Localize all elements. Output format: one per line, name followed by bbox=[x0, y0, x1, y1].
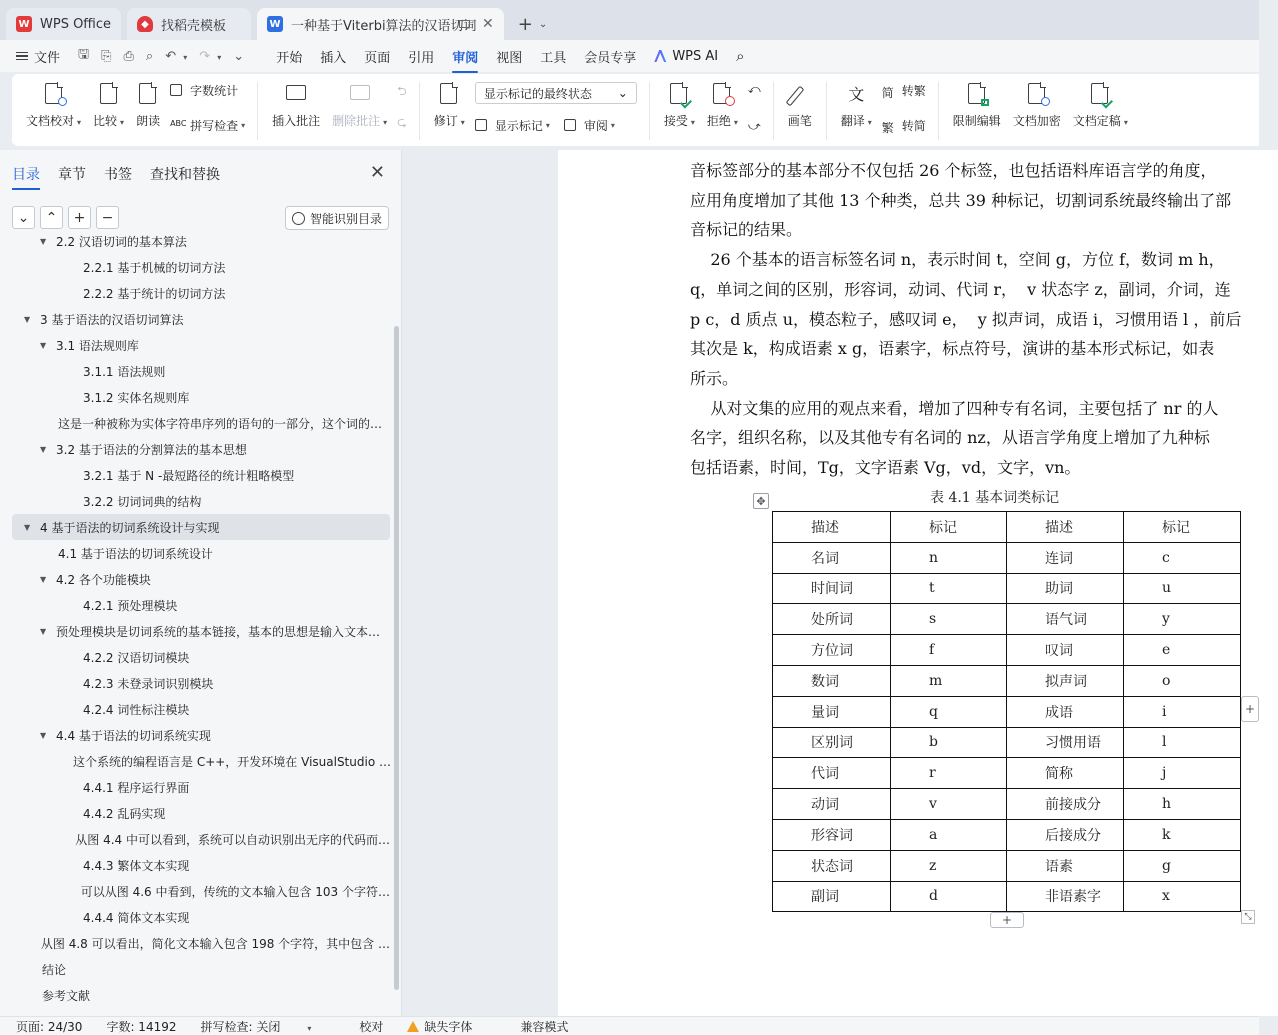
table-cell[interactable]: 代词 bbox=[773, 758, 891, 789]
table-cell[interactable]: 处所词 bbox=[773, 604, 891, 635]
markup-state-dropdown[interactable]: 显示标记的最终状态 ⌄ bbox=[475, 82, 637, 104]
toc-item-label: 3.2 基于语法的分割算法的基本思想 bbox=[56, 442, 247, 457]
toc-item[interactable] bbox=[12, 436, 390, 462]
ribbon-divider bbox=[773, 82, 774, 140]
table-move-handle-icon[interactable]: ✥ bbox=[753, 493, 769, 509]
table-cell[interactable]: 助词 bbox=[1007, 573, 1124, 604]
menu-references[interactable]: 引用 bbox=[408, 50, 435, 66]
spell-check-button[interactable]: ABC 拼写检查 ▾ bbox=[170, 118, 246, 133]
toc-item[interactable] bbox=[12, 852, 390, 878]
menu-member[interactable]: 会员专享 bbox=[584, 50, 637, 66]
markup-group bbox=[475, 82, 637, 134]
paragraph-line: 音标记的结果。 bbox=[690, 220, 803, 240]
finalize-icon bbox=[1088, 82, 1112, 106]
title-tab-bar bbox=[0, 0, 1259, 40]
table-cell[interactable]: 区别词 bbox=[773, 727, 891, 758]
count-spell-group bbox=[170, 82, 245, 134]
table-cell[interactable]: u bbox=[1124, 573, 1241, 604]
table-row bbox=[773, 881, 1241, 912]
toc-item-label: 从图 4.8 可以看出，简化文本输入包含 198 个字符，其中包含 … bbox=[40, 936, 390, 951]
pen-icon bbox=[788, 82, 812, 106]
chevron-down-icon: ⌄ bbox=[617, 86, 628, 100]
compat-mode-status: 兼容模式 bbox=[520, 1019, 569, 1034]
file-menu-label: 文件 bbox=[34, 50, 61, 66]
menu-tools[interactable]: 工具 bbox=[540, 50, 567, 66]
ribbon-divider bbox=[257, 82, 258, 140]
spell-check-status[interactable]: 拼写检查: 关闭 ▾ bbox=[200, 1019, 312, 1034]
menu-insert[interactable]: 插入 bbox=[320, 50, 347, 66]
paragraph-line: 所示。 bbox=[690, 368, 739, 388]
table-cell[interactable]: 拟声词 bbox=[1007, 665, 1124, 696]
nav-tab-bookmarks[interactable]: 书签 bbox=[104, 167, 132, 183]
page-count[interactable]: 页面: 24/30 bbox=[16, 1019, 83, 1034]
paragraph-line: 音标签部分的基本部分不仅包括 26 个标签，也包括语料库语言学的角度， bbox=[690, 161, 1217, 180]
toc-item[interactable] bbox=[12, 566, 390, 592]
table-row bbox=[773, 635, 1241, 666]
expand-triangle-icon[interactable]: ▼ bbox=[24, 314, 31, 324]
next-change-icon[interactable]: ⤻ bbox=[747, 119, 761, 133]
toc-item[interactable] bbox=[12, 358, 390, 384]
document-page[interactable] bbox=[558, 150, 1278, 1016]
toc-item[interactable] bbox=[12, 306, 390, 332]
tab-label: WPS Office bbox=[40, 16, 112, 32]
word-count-button[interactable]: 字数统计 bbox=[170, 82, 245, 99]
change-nav-group bbox=[748, 82, 761, 134]
table-row bbox=[773, 789, 1241, 820]
track-changes-icon bbox=[437, 82, 461, 106]
read-aloud-icon bbox=[136, 82, 160, 106]
comment-delete-icon bbox=[348, 82, 372, 106]
accept-icon bbox=[667, 82, 691, 106]
more-chevron-icon[interactable]: ⌄ bbox=[233, 48, 245, 64]
search-icon[interactable]: ⌕ bbox=[736, 47, 745, 65]
missing-font-status[interactable]: 缺失字体 bbox=[407, 1018, 496, 1035]
expand-triangle-icon[interactable]: ▼ bbox=[24, 522, 31, 532]
toc-item[interactable] bbox=[12, 254, 390, 280]
table-header-cell[interactable]: 标记 bbox=[891, 512, 1007, 543]
table-cell[interactable]: o bbox=[1124, 665, 1241, 696]
toc-item[interactable] bbox=[12, 332, 390, 358]
finalize-button[interactable]: 文档定稿 ▾ bbox=[1073, 82, 1128, 129]
nav-tabs bbox=[12, 164, 238, 184]
toc-item-label: 结论 bbox=[42, 962, 67, 977]
hamburger-icon bbox=[16, 50, 28, 63]
save-icon[interactable]: 🖫 bbox=[78, 47, 90, 62]
toc-item[interactable] bbox=[12, 462, 390, 488]
table-cell[interactable]: 方位词 bbox=[773, 635, 891, 666]
toc-item[interactable] bbox=[12, 280, 390, 306]
word-count[interactable]: 字数: 14192 bbox=[106, 1019, 177, 1034]
toc-item-label: 参考文献 bbox=[42, 988, 91, 1003]
table-cell[interactable]: c bbox=[1124, 542, 1241, 573]
review-ribbon bbox=[12, 74, 1259, 146]
new-tab-button[interactable] bbox=[518, 8, 547, 40]
ribbon-divider bbox=[826, 82, 827, 140]
toc-item-label: 3.1 语法规则库 bbox=[56, 338, 139, 353]
paragraph-line: p c，d 质点 u，模态粒子，感叹词 e， y 拟声词，成语 i，习惯用语 l ，前后 bbox=[690, 309, 1242, 329]
toc-item-label: 4.2.2 汉语切词模块 bbox=[83, 650, 190, 665]
table-row bbox=[773, 604, 1241, 635]
toc-item[interactable] bbox=[12, 644, 390, 670]
table-cell[interactable]: 简称 bbox=[1007, 758, 1124, 789]
toc-item-label: 从图 4.4 中可以看到，系统可以自动识别出无序的代码而… bbox=[75, 832, 390, 847]
table-cell[interactable]: n bbox=[891, 542, 1007, 573]
table-cell[interactable]: z bbox=[891, 850, 1007, 881]
add-column-icon[interactable]: + bbox=[1241, 696, 1259, 722]
table-cell[interactable]: q bbox=[891, 696, 1007, 727]
table-cell[interactable]: l bbox=[1124, 727, 1241, 758]
toc-item-label: 4.1 基于语法的切词系统设计 bbox=[58, 546, 213, 561]
table-cell[interactable]: 状态词 bbox=[773, 850, 891, 881]
table-header-cell[interactable]: 标记 bbox=[1124, 512, 1241, 543]
toc-item-label: 4.4.3 繁体文本实现 bbox=[83, 858, 190, 873]
toc-item-label: 4.2.4 词性标注模块 bbox=[83, 702, 190, 717]
ribbon-divider bbox=[938, 82, 939, 140]
table-cell[interactable]: 叹词 bbox=[1007, 635, 1124, 666]
toc-item[interactable] bbox=[12, 540, 390, 566]
toc-item-label: 预处理模块是切词系统的基本链接，基本的思想是输入文本… bbox=[56, 624, 381, 639]
toc-item-label: 4 基于语法的切词系统设计与实现 bbox=[40, 520, 220, 535]
table-cell[interactable]: 名词 bbox=[773, 542, 891, 573]
toc-toolbar bbox=[12, 206, 124, 229]
toc-item-label: 3.1.2 实体名规则库 bbox=[83, 390, 190, 405]
toc-item[interactable] bbox=[12, 228, 390, 254]
encrypt-icon bbox=[1025, 82, 1049, 106]
tab-label: 找稻壳模板 bbox=[161, 18, 227, 34]
warning-icon bbox=[407, 1021, 419, 1032]
paragraph-line: 从对文集的应用的观点来看，增加了四种专有名词，主要包括了 nr 的人 bbox=[690, 398, 1219, 418]
wps-ai-icon bbox=[654, 50, 668, 62]
table-cell[interactable]: 后接成分 bbox=[1007, 819, 1124, 850]
table-cell[interactable]: k bbox=[1124, 819, 1241, 850]
toc-item[interactable] bbox=[12, 956, 390, 982]
toc-item[interactable] bbox=[12, 696, 390, 722]
paragraph-line: 其次是 k，构成语素 x g，语素字，标点符号，演讲的基本形式标记，如表 bbox=[690, 339, 1215, 359]
toc-scrollbar[interactable] bbox=[394, 326, 399, 990]
toc-item[interactable] bbox=[12, 722, 390, 748]
table-cell[interactable]: j bbox=[1124, 758, 1241, 789]
comment-plus-icon bbox=[284, 82, 308, 106]
reject-button[interactable]: 拒绝 ▾ bbox=[707, 82, 738, 129]
proofread-status[interactable]: 校对 bbox=[359, 1019, 384, 1034]
tab-wps-office[interactable] bbox=[6, 8, 121, 40]
table-header-cell[interactable]: 描述 bbox=[1007, 512, 1124, 543]
toc-item-label: 这是一种被称为实体字符串序列的语句的一部分，这个词的… bbox=[58, 416, 383, 431]
table-resize-icon[interactable]: ⤡ bbox=[1241, 910, 1255, 924]
table-cell[interactable]: 形容词 bbox=[773, 819, 891, 850]
status-bar bbox=[0, 1016, 1259, 1035]
print-preview-icon[interactable]: ⌕ bbox=[145, 48, 154, 64]
table-cell[interactable]: s bbox=[891, 604, 1007, 635]
accept-button[interactable]: 接受 ▾ bbox=[664, 82, 695, 129]
collapse-down-icon[interactable]: ⌄ bbox=[12, 206, 35, 229]
table-row bbox=[773, 542, 1241, 573]
insert-comment-button[interactable]: 插入批注 bbox=[272, 82, 320, 129]
undo-icon[interactable]: ↶ ▾ bbox=[165, 48, 188, 64]
table-cell[interactable]: g bbox=[1124, 850, 1241, 881]
doc-check-icon bbox=[42, 82, 66, 106]
smart-toc-icon bbox=[292, 212, 305, 225]
toc-item[interactable] bbox=[12, 930, 390, 956]
table-header-row bbox=[773, 512, 1241, 543]
table-cell[interactable]: f bbox=[891, 635, 1007, 666]
toc-item-label: 3 基于语法的汉语切词算法 bbox=[40, 312, 184, 327]
review-pane-button[interactable]: 审阅 ▾ bbox=[564, 117, 615, 134]
table-row bbox=[773, 696, 1241, 727]
show-markup-button[interactable]: 显示标记 ▾ bbox=[475, 117, 550, 134]
paragraph-line: 应用角度增加了其他 13 个种类，总共 39 种标记，切割词系统最终输出了部 bbox=[690, 190, 1232, 210]
paragraph-line: 26 个基本的语言标签名词 n，表示时间 t，空间 g，方位 f，数词 m h， bbox=[690, 250, 1225, 270]
toc-item-label: 4.4 基于语法的切词系统实现 bbox=[56, 728, 211, 743]
close-pane-icon[interactable]: ✕ bbox=[369, 162, 385, 183]
toc-item-label: 3.1.1 语法规则 bbox=[83, 364, 166, 379]
toc-item-label: 2.2.1 基于机械的切词方法 bbox=[83, 260, 226, 275]
toc-item-label: 3.2.2 切词词典的结构 bbox=[83, 494, 202, 509]
redo-icon[interactable]: ↷ ▾ bbox=[199, 48, 222, 64]
menu-page[interactable]: 页面 bbox=[364, 50, 391, 66]
tab-docer-template[interactable] bbox=[127, 8, 251, 40]
table-cell[interactable]: 语气词 bbox=[1007, 604, 1124, 635]
export-icon[interactable]: ⎘ bbox=[101, 48, 112, 64]
expand-triangle-icon[interactable]: ▼ bbox=[40, 340, 47, 350]
nav-tab-toc[interactable]: 目录 bbox=[12, 164, 40, 184]
remove-heading-icon[interactable]: − bbox=[96, 206, 119, 229]
paragraph-line: 名字，组织名称，以及其他专有名词的 nz，从语言学角度上增加了九种标 bbox=[690, 428, 1210, 448]
tab-label: 一种基于Viterbi算法的汉语切词 bbox=[291, 18, 477, 34]
table-cell[interactable]: d bbox=[891, 881, 1007, 912]
expand-triangle-icon[interactable]: ▼ bbox=[40, 730, 47, 740]
paragraph-line: q，单词之间的区别，形容词，动词、代词 r， v 状态字 z，副词，介词，连 bbox=[690, 279, 1231, 299]
word-count-icon bbox=[170, 84, 186, 98]
menu-bar bbox=[0, 40, 1259, 72]
table-cell[interactable]: t bbox=[891, 573, 1007, 604]
table-cell[interactable]: 非语素字 bbox=[1007, 881, 1124, 912]
nav-tab-sections[interactable]: 章节 bbox=[58, 167, 86, 183]
toc-item[interactable] bbox=[12, 878, 390, 904]
ribbon-divider bbox=[649, 82, 650, 140]
toc-item-label: 4.2 各个功能模块 bbox=[56, 572, 151, 587]
convert-group bbox=[882, 82, 926, 134]
docer-icon: ◆ bbox=[137, 16, 153, 32]
expand-triangle-icon[interactable]: ▼ bbox=[40, 444, 47, 454]
toc-item-label: 这个系统的编程语言是 C++，开发环境在 VisualStudio … bbox=[73, 754, 391, 769]
toc-item[interactable] bbox=[12, 800, 390, 826]
toc-item-label: 4.2.1 预处理模块 bbox=[83, 598, 178, 613]
toc-item-label: 4.4.1 程序运行界面 bbox=[83, 780, 190, 795]
expand-triangle-icon[interactable]: ▼ bbox=[40, 236, 47, 246]
table-cell[interactable]: a bbox=[891, 819, 1007, 850]
menu-home[interactable]: 开始 bbox=[276, 50, 303, 66]
word-class-table[interactable] bbox=[772, 511, 1241, 912]
toc-item[interactable] bbox=[12, 982, 390, 1008]
table-cell[interactable]: 量词 bbox=[773, 696, 891, 727]
table-row bbox=[773, 573, 1241, 604]
show-markup-icon bbox=[475, 119, 491, 133]
close-tab-icon[interactable]: ✕ bbox=[482, 16, 494, 32]
table-cell[interactable]: 前接成分 bbox=[1007, 789, 1124, 820]
print-icon[interactable]: ⎙ bbox=[123, 48, 134, 64]
ribbon-divider bbox=[419, 82, 420, 140]
toc-item[interactable] bbox=[12, 488, 390, 514]
revise-button[interactable]: 修订 ▾ bbox=[434, 82, 465, 129]
toc-item-label: 可以从图 4.6 中看到，传统的文本输入包含 103 个字符… bbox=[80, 884, 390, 899]
read-aloud-button[interactable]: 朗读 bbox=[136, 82, 160, 129]
document-area bbox=[403, 150, 1259, 1016]
next-comment-icon[interactable]: ⮎ bbox=[397, 115, 407, 129]
screen-icon[interactable] bbox=[459, 20, 470, 28]
table-cell[interactable]: v bbox=[891, 789, 1007, 820]
table-cell[interactable]: 成语 bbox=[1007, 696, 1124, 727]
toc-list bbox=[12, 234, 391, 1016]
previous-change-icon[interactable]: ⤺ bbox=[747, 82, 761, 96]
to-simplified-button[interactable]: 繁 转简 bbox=[881, 119, 926, 135]
table-cell[interactable]: m bbox=[891, 665, 1007, 696]
chevron-down-icon: ⌄ bbox=[538, 18, 548, 30]
table-cell[interactable]: 连词 bbox=[1007, 542, 1124, 573]
delete-comment-button[interactable]: 删除批注 ▾ bbox=[332, 82, 387, 129]
expand-triangle-icon[interactable]: ▼ bbox=[40, 626, 47, 636]
table-cell[interactable]: r bbox=[891, 758, 1007, 789]
menu-view[interactable]: 视图 bbox=[496, 50, 523, 66]
toc-item[interactable] bbox=[12, 748, 390, 774]
expand-triangle-icon[interactable]: ▼ bbox=[40, 574, 47, 584]
add-heading-icon[interactable]: + bbox=[68, 206, 91, 229]
nav-tab-find-replace[interactable]: 查找和替换 bbox=[150, 167, 220, 183]
navigation-pane bbox=[0, 150, 402, 1016]
review-pane-icon bbox=[564, 119, 580, 133]
doc-check-button[interactable]: 文档校对 ▾ bbox=[26, 82, 81, 129]
table-row bbox=[773, 819, 1241, 850]
restrict-edit-icon bbox=[965, 82, 989, 106]
table-caption: 表 4.1 基本词类标记 bbox=[930, 490, 1060, 506]
toc-item[interactable] bbox=[12, 618, 390, 644]
table-row bbox=[773, 727, 1241, 758]
plus-icon: + bbox=[517, 13, 533, 35]
toc-item[interactable] bbox=[12, 904, 390, 930]
encrypt-button[interactable]: 文档加密 bbox=[1013, 82, 1061, 129]
table-cell[interactable]: i bbox=[1124, 696, 1241, 727]
restrict-edit-button[interactable]: 限制编辑 bbox=[953, 82, 1001, 129]
table-cell[interactable]: 动词 bbox=[773, 789, 891, 820]
toc-item[interactable] bbox=[12, 514, 390, 540]
menu-review[interactable]: 审阅 bbox=[452, 47, 478, 66]
to-traditional-button[interactable]: 简 转繁 bbox=[881, 84, 926, 100]
table-cell[interactable]: 数词 bbox=[773, 665, 891, 696]
toc-item[interactable] bbox=[12, 384, 390, 410]
smart-toc-button[interactable]: 智能识别目录 bbox=[285, 206, 389, 230]
table-row bbox=[773, 665, 1241, 696]
table-cell[interactable]: 副词 bbox=[773, 881, 891, 912]
table-cell[interactable]: b bbox=[891, 727, 1007, 758]
collapse-up-icon[interactable]: ⌃ bbox=[40, 206, 63, 229]
simplified-icon: 简 bbox=[881, 85, 894, 100]
toc-item-label: 3.2.1 基于 N -最短路径的统计粗略模型 bbox=[83, 468, 295, 483]
compare-icon bbox=[97, 82, 121, 106]
toc-item-label: 2.2.2 基于统计的切词方法 bbox=[83, 286, 226, 301]
compare-button[interactable]: 比较 ▾ bbox=[93, 82, 124, 129]
comment-nav-group bbox=[397, 82, 407, 134]
quick-access-toolbar bbox=[78, 45, 256, 67]
table-row bbox=[773, 758, 1241, 789]
translate-button[interactable]: 文 翻译 ▾ bbox=[841, 82, 872, 129]
toc-item[interactable] bbox=[12, 410, 390, 436]
table-header-cell[interactable]: 描述 bbox=[773, 512, 891, 543]
toc-item[interactable] bbox=[12, 670, 390, 696]
add-row-icon[interactable]: + bbox=[990, 912, 1024, 928]
toc-item-label: 4.4.4 简体文本实现 bbox=[83, 910, 190, 925]
reject-icon bbox=[710, 82, 734, 106]
word-doc-icon: W bbox=[267, 16, 283, 32]
file-menu[interactable] bbox=[16, 47, 60, 66]
toc-item[interactable] bbox=[12, 826, 390, 852]
table-cell[interactable]: e bbox=[1124, 635, 1241, 666]
table-cell[interactable]: 时间词 bbox=[773, 573, 891, 604]
translate-icon: 文 bbox=[848, 85, 865, 104]
traditional-icon: 繁 bbox=[881, 120, 894, 135]
table-cell[interactable]: 语素 bbox=[1007, 850, 1124, 881]
ink-button[interactable]: 画笔 bbox=[788, 82, 812, 129]
table-row bbox=[773, 850, 1241, 881]
previous-comment-icon[interactable]: ⮌ bbox=[397, 84, 407, 98]
toc-item[interactable] bbox=[12, 592, 390, 618]
toc-item-label: 4.2.3 未登录词识别模块 bbox=[83, 676, 214, 691]
paragraph-line: 包括语素，时间，Tg，文字语素 Vg，vd，文字，vn。 bbox=[690, 458, 1081, 477]
tab-current-document[interactable] bbox=[257, 8, 504, 40]
wps-ai-button[interactable] bbox=[654, 49, 718, 64]
wps-ai-label: WPS AI bbox=[672, 48, 719, 64]
table-cell[interactable]: h bbox=[1124, 789, 1241, 820]
toc-item[interactable] bbox=[12, 774, 390, 800]
toc-item-label: 4.4.2 乱码实现 bbox=[83, 806, 166, 821]
table-cell[interactable]: y bbox=[1124, 604, 1241, 635]
table-cell[interactable]: 习惯用语 bbox=[1007, 727, 1124, 758]
spell-check-icon: ABC bbox=[170, 118, 187, 128]
toc-item-label: 2.2 汉语切词的基本算法 bbox=[56, 234, 187, 249]
wps-logo-icon: W bbox=[16, 16, 32, 32]
table-cell[interactable]: x bbox=[1124, 881, 1241, 912]
